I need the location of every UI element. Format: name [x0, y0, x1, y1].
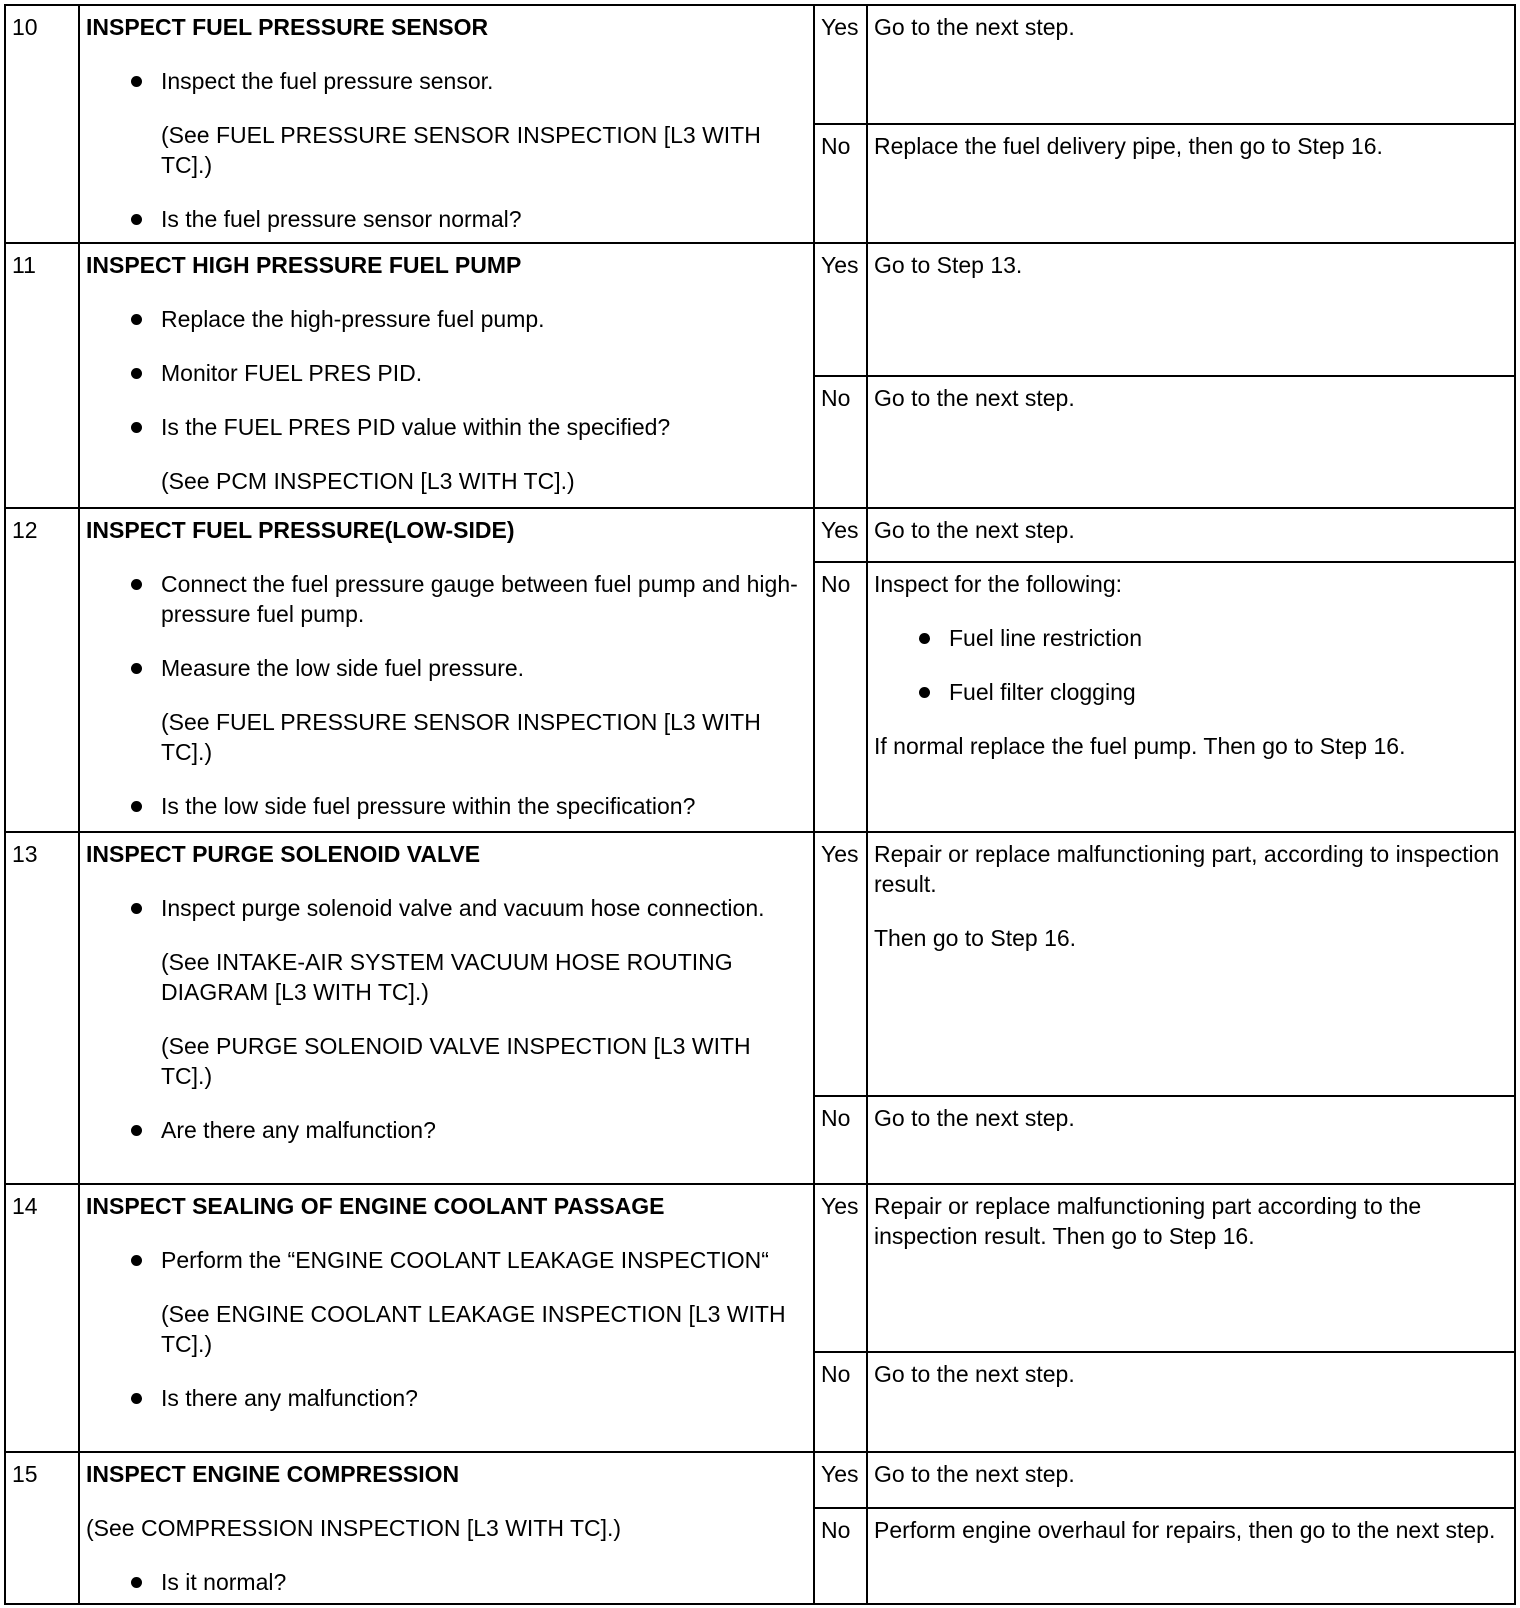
step-action	[79, 508, 814, 832]
no-label: No	[814, 124, 867, 243]
step-number: 10	[5, 5, 79, 243]
yes-result: Go to Step 13.	[867, 243, 1515, 376]
step-action	[79, 1452, 814, 1604]
check-item: Fuel filter clogging	[874, 677, 1508, 707]
reference-note: (See ENGINE COOLANT LEAKAGE INSPECTION [L3 WITH TC].)	[161, 1301, 786, 1357]
no-result: Go to the next step.	[867, 1096, 1515, 1184]
yes-result-text: Repair or replace malfunctioning part, according to inspection result.	[874, 841, 1500, 897]
step-11-yes-row	[5, 243, 1515, 376]
no-label: No	[814, 1096, 867, 1184]
action-bullet: Is it normal?	[86, 1567, 807, 1597]
step-title: INSPECT PURGE SOLENOID VALVE	[86, 841, 481, 867]
action-bullet: Is the low side fuel pressure within the specification?	[86, 791, 807, 821]
step-action	[79, 1184, 814, 1452]
step-15-yes-row	[5, 1452, 1515, 1508]
step-action	[79, 832, 814, 1184]
yes-result: Go to the next step.	[867, 5, 1515, 124]
step-10-yes-row	[5, 5, 1515, 124]
no-result	[867, 562, 1515, 832]
no-result: Go to the next step.	[867, 376, 1515, 508]
step-number: 12	[5, 508, 79, 832]
yes-result: Go to the next step.	[867, 1452, 1515, 1508]
step-title: INSPECT FUEL PRESSURE(LOW-SIDE)	[86, 517, 515, 543]
action-bullet: Is there any malfunction?	[86, 1383, 807, 1413]
no-label: No	[814, 1352, 867, 1452]
action-bullet: Monitor FUEL PRES PID.	[86, 358, 807, 388]
no-result: Go to the next step.	[867, 1352, 1515, 1452]
step-number: 15	[5, 1452, 79, 1604]
action-bullet: Measure the low side fuel pressure.	[86, 653, 807, 683]
diagnostic-table	[4, 4, 1516, 1605]
step-title: INSPECT SEALING OF ENGINE COOLANT PASSAGE	[86, 1193, 665, 1219]
yes-label: Yes	[814, 1452, 867, 1508]
step-number: 11	[5, 243, 79, 508]
yes-result-next: Then go to Step 16.	[874, 925, 1077, 951]
reference-note: (See COMPRESSION INSPECTION [L3 WITH TC].)	[86, 1515, 622, 1541]
action-bullet: Inspect purge solenoid valve and vacuum hose connection.	[86, 893, 807, 923]
action-bullet: Connect the fuel pressure gauge between fuel pump and high-pressure fuel pump.	[86, 569, 807, 629]
reference-note: (See FUEL PRESSURE SENSOR INSPECTION [L3 WITH TC].)	[161, 122, 761, 178]
yes-label: Yes	[814, 1184, 867, 1352]
yes-label: Yes	[814, 5, 867, 124]
check-item: Fuel line restriction	[874, 623, 1508, 653]
step-action	[79, 243, 814, 508]
step-title: INSPECT HIGH PRESSURE FUEL PUMP	[86, 252, 522, 278]
step-title: INSPECT ENGINE COMPRESSION	[86, 1461, 460, 1487]
step-number: 13	[5, 832, 79, 1184]
step-14-yes-row	[5, 1184, 1515, 1352]
no-result: Replace the fuel delivery pipe, then go to Step 16.	[867, 124, 1515, 243]
step-action	[79, 5, 814, 243]
yes-result: Repair or replace malfunctioning part according to the inspection result. Then go to Step 16.	[867, 1184, 1515, 1352]
no-label: No	[814, 376, 867, 508]
step-title: INSPECT FUEL PRESSURE SENSOR	[86, 14, 489, 40]
action-bullet: Perform the “ENGINE COOLANT LEAKAGE INSPECTION“	[86, 1245, 807, 1275]
action-bullet: Is the FUEL PRES PID value within the specified?	[86, 412, 807, 442]
action-bullet: Replace the high-pressure fuel pump.	[86, 304, 807, 334]
reference-note: (See FUEL PRESSURE SENSOR INSPECTION [L3 WITH TC].)	[161, 709, 761, 765]
yes-result	[867, 832, 1515, 1096]
reference-note: (See PURGE SOLENOID VALVE INSPECTION [L3 WITH TC].)	[161, 1033, 751, 1089]
action-bullet: Inspect the fuel pressure sensor.	[86, 66, 807, 96]
no-label: No	[814, 1508, 867, 1604]
action-bullet: Are there any malfunction?	[86, 1115, 807, 1145]
step-12-yes-row	[5, 508, 1515, 562]
reference-note: (See INTAKE-AIR SYSTEM VACUUM HOSE ROUTING DIAGRAM [L3 WITH TC].)	[161, 949, 733, 1005]
action-bullet: Is the fuel pressure sensor normal?	[86, 204, 807, 234]
yes-result: Go to the next step.	[867, 508, 1515, 562]
yes-label: Yes	[814, 832, 867, 1096]
step-13-yes-row	[5, 832, 1515, 1096]
no-result-intro: Inspect for the following:	[874, 571, 1123, 597]
no-result-outro: If normal replace the fuel pump. Then go to Step 16.	[874, 733, 1406, 759]
no-result: Perform engine overhaul for repairs, then go to the next step.	[867, 1508, 1515, 1604]
step-number: 14	[5, 1184, 79, 1452]
diagnostic-procedure-page	[4, 4, 1516, 1605]
reference-note: (See PCM INSPECTION [L3 WITH TC].)	[161, 468, 575, 494]
yes-label: Yes	[814, 508, 867, 562]
yes-label: Yes	[814, 243, 867, 376]
no-label: No	[814, 562, 867, 832]
